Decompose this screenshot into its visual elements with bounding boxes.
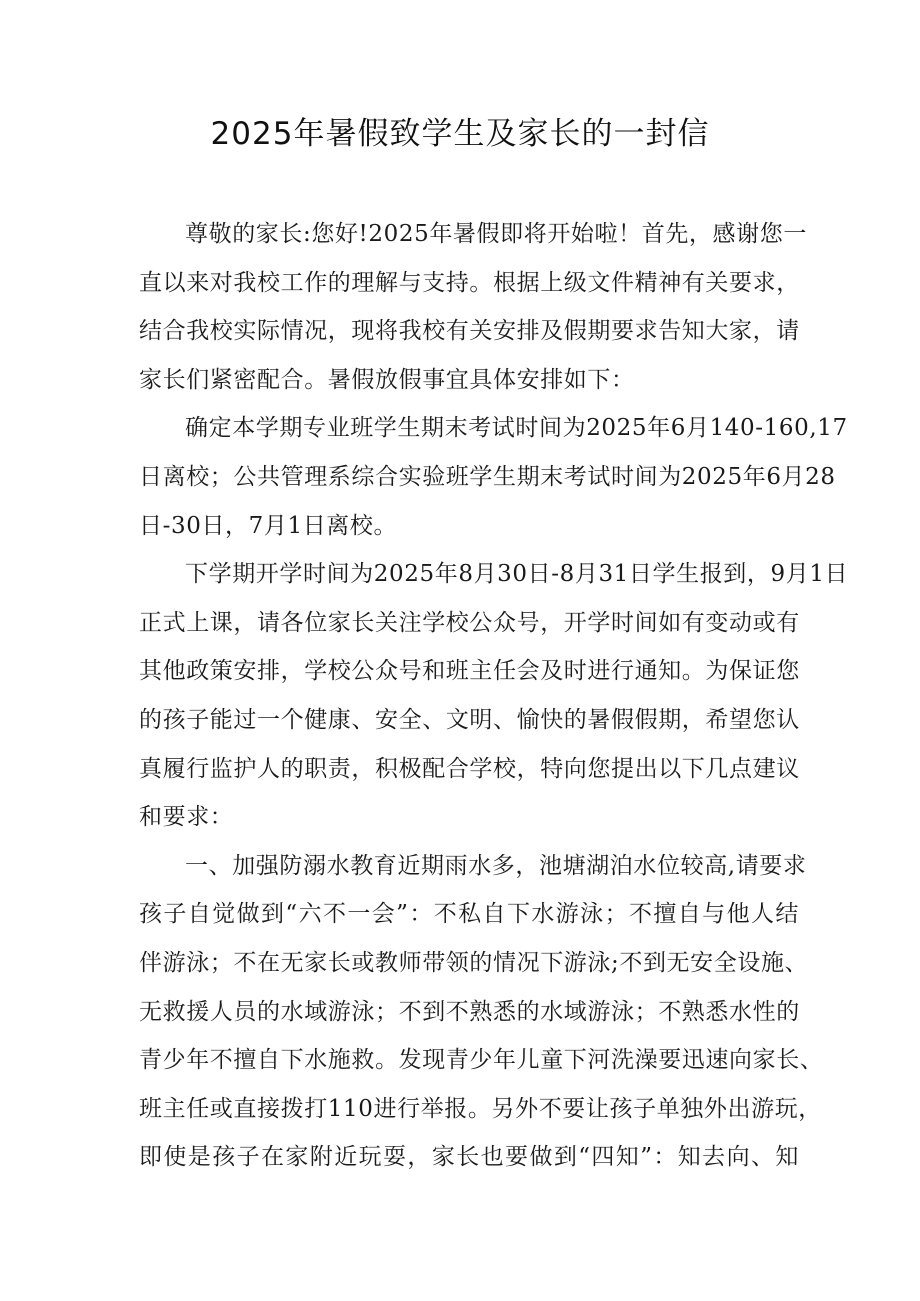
- text-line: 确定本学期专业班学生期末考试时间为2025年6月140-160,17: [185, 415, 848, 442]
- text-line: 其他政策安排，学校公众号和班主任会及时进行通知。为保证您: [139, 658, 800, 685]
- paragraph-next-semester: [139, 550, 849, 842]
- paragraph-drowning-prevention: [139, 842, 824, 1182]
- text-line: 结合我校实际情况，现将我校有关安排及假期要求告知大家，请: [139, 318, 800, 345]
- text-line: 孩子自觉做到“六不一会”：不私自下水游泳；不擅自与他人结: [139, 901, 799, 928]
- text-line: 一、加强防溺水教育近期雨水多，池塘湖泊水位较高,请要求: [185, 852, 807, 879]
- document-body: [139, 210, 849, 1182]
- text-line: 日-30日，7月1日离校。: [139, 512, 398, 539]
- text-line: 和要求：: [139, 804, 234, 831]
- paragraph-greeting: [139, 210, 807, 404]
- text-line: 正式上课，请各位家长关注学校公众号，开学时间如有变动或有: [139, 609, 800, 636]
- text-line: 真履行监护人的职责，积极配合学校，特向您提出以下几点建议: [139, 755, 800, 782]
- paragraph-exam-schedule: [139, 404, 848, 550]
- text-line: 日离校；公共管理系综合实验班学生期末考试时间为2025年6月28: [139, 463, 836, 490]
- text-line: 的孩子能过一个健康、安全、文明、愉快的暑假假期，希望您认: [139, 706, 800, 733]
- document-title: 2025年暑假致学生及家长的一封信: [210, 116, 710, 152]
- text-line: 下学期开学时间为2025年8月30日-8月31日学生报到，9月1日: [185, 561, 849, 588]
- text-line: 伴游泳；不在无家长或教师带领的情况下游泳;不到无安全设施、: [139, 949, 809, 976]
- text-line: 直以来对我校工作的理解与支持。根据上级文件精神有关要求，: [139, 269, 800, 296]
- text-line: 即使是孩子在家附近玩耍，家长也要做到“四知”：知去向、知: [139, 1144, 799, 1171]
- text-line: 无救援人员的水域游泳；不到不熟悉的水域游泳；不熟悉水性的: [139, 998, 800, 1025]
- text-line: 班主任或直接拨打110进行举报。另外不要让孩子单独外出游玩，: [139, 1095, 822, 1122]
- text-line: 家长们紧密配合。暑假放假事宜具体安排如下：: [139, 366, 635, 393]
- text-line: 尊敬的家长:您好!2025年暑假即将开始啦！首先，感谢您一: [185, 221, 807, 247]
- text-line: 青少年不擅自下水施救。发现青少年儿童下河洗澡要迅速向家长、: [139, 1047, 824, 1074]
